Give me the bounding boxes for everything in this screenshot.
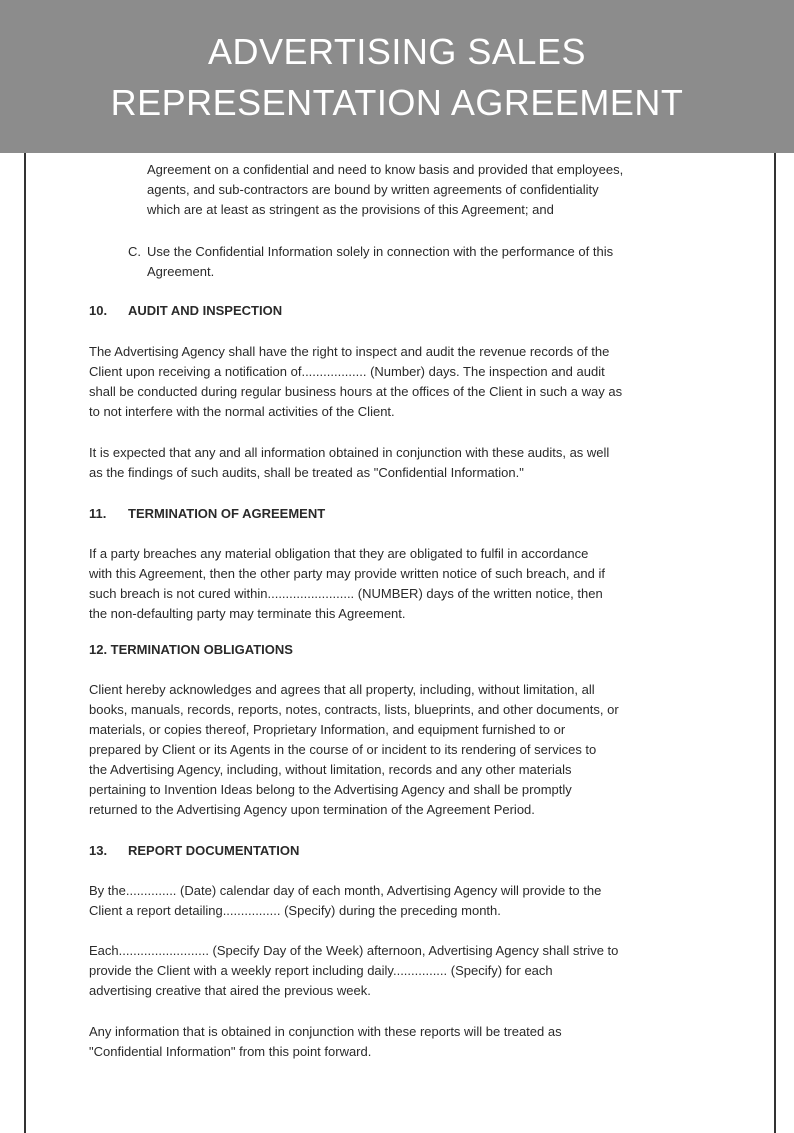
section-11-number: 11. <box>89 506 107 521</box>
section-10-paragraph-2 <box>89 443 609 483</box>
text-line: materials, or copies thereof, Proprietary Information, and equipment furnished to or <box>89 722 566 737</box>
text-line: provide the Client with a weekly report including daily............... (Specify) for each <box>89 963 553 978</box>
section-13-heading: REPORT DOCUMENTATION <box>128 843 300 858</box>
title-line-2: REPRESENTATION AGREEMENT <box>110 82 684 123</box>
section-13-number: 13. <box>89 843 108 858</box>
text-line: Any information that is obtained in conjunction with these reports will be treated as <box>89 1024 562 1039</box>
section-10-paragraph-1 <box>89 342 622 422</box>
text-line: with this Agreement, then the other party may provide written notice of such breach, and if <box>89 566 605 581</box>
text-line: advertising creative that aired the previous week. <box>89 983 371 998</box>
text-line: Each......................... (Specify Day of the Week) afternoon, Advertising Agency shall strive to <box>89 943 619 958</box>
section-12-paragraph-1 <box>89 680 619 820</box>
section-13-paragraph-3 <box>89 1022 562 1062</box>
title-banner <box>0 0 794 153</box>
section-11-heading: TERMINATION OF AGREEMENT <box>128 506 326 521</box>
text-line: Client upon receiving a notification of.................. (Number) days. The inspection and audit <box>89 364 605 379</box>
section-11-paragraph-1 <box>89 544 605 624</box>
text-line: Agreement. <box>147 264 215 279</box>
text-line: the Advertising Agency, including, without limitation, records and any other materials <box>89 762 572 777</box>
text-line: which are at least as stringent as the provisions of this Agreement; and <box>147 202 554 217</box>
text-line: It is expected that any and all information obtained in conjunction with these audits, as well <box>89 445 610 460</box>
text-line: Agreement on a confidential and need to know basis and provided that employees, <box>147 162 624 177</box>
title-line-1: ADVERTISING SALES <box>208 31 586 72</box>
item-b-continuation <box>147 160 623 220</box>
text-line: shall be conducted during regular business hours at the offices of the Client in such a way as <box>89 384 623 399</box>
text-line: the non-defaulting party may terminate this Agreement. <box>89 606 406 621</box>
text-line: as the findings of such audits, shall be treated as "Confidential Information." <box>89 465 524 480</box>
section-13-paragraph-2 <box>89 941 618 1001</box>
text-line: Client a report detailing................ (Specify) during the preceding month. <box>89 903 501 918</box>
section-10-heading: AUDIT AND INSPECTION <box>128 303 283 318</box>
text-line: If a party breaches any material obligation that they are obligated to fulfil in accordance <box>89 546 589 561</box>
text-line: prepared by Client or its Agents in the course of or incident to its rendering of services to <box>89 742 597 757</box>
text-line: returned to the Advertising Agency upon termination of the Agreement Period. <box>89 802 535 817</box>
section-13-paragraph-1 <box>89 881 601 921</box>
text-line: pertaining to Invention Ideas belong to the Advertising Agency and shall be promptly <box>89 782 572 797</box>
text-line: "Confidential Information" from this point forward. <box>89 1044 372 1059</box>
text-line: By the.............. (Date) calendar day of each month, Advertising Agency will provide to the <box>89 883 602 898</box>
text-line: to not interfere with the normal activities of the Client. <box>89 404 395 419</box>
item-c-marker: C. <box>128 244 141 259</box>
text-line: The Advertising Agency shall have the right to inspect and audit the revenue records of the <box>89 344 610 359</box>
section-12-heading: 12. TERMINATION OBLIGATIONS <box>89 642 293 657</box>
text-line: books, manuals, records, reports, notes, contracts, lists, blueprints, and other documents, or <box>89 702 619 717</box>
text-line: such breach is not cured within........................ (NUMBER) days of the written notice, then <box>89 586 603 601</box>
text-line: Client hereby acknowledges and agrees that all property, including, without limitation, all <box>89 682 595 697</box>
item-c <box>147 242 613 282</box>
section-10-number: 10. <box>89 303 108 318</box>
text-line: agents, and sub-contractors are bound by written agreements of confidentiality <box>147 182 599 197</box>
text-line: Use the Confidential Information solely in connection with the performance of this <box>147 244 614 259</box>
